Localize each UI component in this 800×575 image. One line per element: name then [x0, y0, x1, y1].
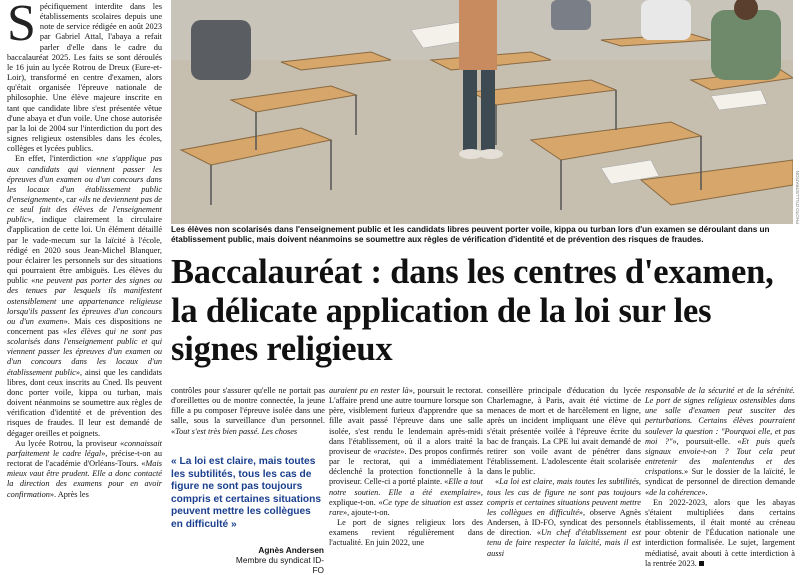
quote-run: raciste	[377, 446, 401, 456]
quote-run: de la cohérence	[649, 487, 702, 497]
text-run: », poursuit-elle. «	[672, 436, 742, 446]
paragraph	[645, 386, 795, 498]
paragraph	[487, 477, 641, 558]
article-column-4	[487, 386, 641, 559]
text-run: «	[495, 477, 500, 487]
quote-run: Ce type de situation est assez rare	[329, 497, 484, 517]
text-run: », observe Agnès Andersen, à ID-FO, syndicat des personnels de direction. «	[487, 507, 641, 538]
pull-quote: « La loi est claire, mais toutes les subtilités, tous les cas de figure ne sont pas toujours compris et certaines situations peuvent mettre les collègues en difficulté »	[171, 456, 322, 530]
paragraph-2	[7, 154, 162, 438]
author-role: Membre du syndicat ID-FO	[235, 555, 324, 575]
paragraph	[645, 498, 795, 569]
article-column-3	[329, 386, 483, 549]
paragraph: Le port de signes religieux lors des examens revient régulièrement dans l'actualité. En juin 2022, une	[329, 518, 483, 548]
article-column-5	[645, 386, 795, 569]
quote-run: ne s'applique pas aux candidats qui viennent passer les épreuves d'un examen ou d'un concours dans les locaux d'un établissement public d'enseignement	[7, 154, 162, 204]
exam-room-illustration	[171, 0, 793, 224]
quote-run: ne peuvent pas porter des signes ou des tenues par lesquels ils manifestent ostensiblement une appartenance religieuse lorsqu'ils passent les épreuves d'un concours ou d'un examen	[7, 276, 162, 326]
author-name: Agnès Andersen	[258, 545, 324, 555]
quote-run: La loi est claire, mais toutes les subtilités, tous les cas de figure ne sont pas toujours compris et certaines situations peuvent mettre les collègues en difficulté	[487, 477, 641, 517]
page-title: Baccalauréat : dans les centres d'examen, la délicate application de la loi sur les signes religieux	[171, 253, 774, 368]
drop-cap: S	[7, 0, 36, 52]
exam-room-photo	[171, 0, 793, 224]
text-run: », car «	[58, 194, 83, 204]
paragraph-3	[7, 439, 162, 500]
text-run: ». Des propos confirmés par le rectorat, qui a immédiatement déclenché la protection fonctionnelle à la proviseur. Celle-ci a porté plainte. «	[329, 446, 484, 487]
text-run: En effet, l'interdiction «	[15, 154, 101, 164]
lead-text: pécifiquement interdite dans les établissements scolaires depuis une note de service rédigée en août 2023 par Gabriel Attal, l'abaya a refait parler d'elle dans le cadre du baccalauréat 2025. Les faits se sont déroulés le 16 juin au lycée Rotrou de Dreux (Eure-et-Loir), transformé en centre d'examen, alors qu'était organisée l'épreuve nationale de philosophie. Une élève majeure inscrite en tant que candidate libre s'est présentée vêtue d'une abaya et d'un voile. Une chose autorisée par la loi de 2004 sur l'interdiction du port des signes religieux ostensibles dans les écoles, collèges et lycées publics.	[7, 2, 162, 154]
text-run: », ainsi que les candidats libres, dont ceux inscrits au Cned. Ils peuvent donc porter voile, kippa ou turban, mais doivent néanmoins se soumettre aux règles de vérification d'identité et de prévention des risques de fraudes. Il leur est demandé de dégager oreilles et poignets.	[7, 367, 162, 438]
text-run: », précise-t-on au rectorat de l'académie d'Orléans-Tours. «	[7, 448, 162, 469]
quote-run: ils ne deviennent pas de ce seul fait des élèves de l'enseignement public	[7, 194, 162, 225]
quote-run: Tout s'est très bien passé. Les choses	[175, 426, 298, 436]
text-run: En 2022-2023, alors que les abayas s'étaient multipliées dans certains établissements, il était monté au créneau pour obtenir de l'Éducation nationale une interdiction formalisée. Le sujet, largement médiatisé, avait abouti à cette interdiction à la rentrée 2023.	[645, 497, 795, 568]
pull-quote-author	[226, 545, 324, 575]
text-run: », explique-t-on. «	[329, 487, 483, 507]
text-run: ».	[701, 487, 708, 497]
paragraph	[329, 386, 483, 518]
paragraph: conseillère principale d'éducation du lycée Charlemagne, à Paris, avait été victime de menaces de mort et de harcèlement en ligne, après un incident impliquant une élève qui s'était présentée voilée à l'épreuve écrite du bac de français. La CPE lui avait demandé de retirer son voile avant de pénétrer dans l'établissement. L'adolescente était scolarisée dans le public.	[487, 386, 641, 477]
text-run: », poursuit le rectorat. L'affaire prend une autre tournure lorsque son père, visiblement furieux d'apprendre que sa fille avait passé l'épreuve dans une salle isolée, s'est rendu le lendemain après-midi dans l'établissement, où il a alors traité la proviseur de «	[329, 386, 483, 456]
text-run: ». Après les	[49, 489, 89, 499]
quote-run: responsable de la sécurité et de la sérénité. Le port de signes religieux ostensibles dans une salle d'examen peut susciter des perturbations. Certains élèves pourraient soulever la question : "Pourquoi elle, et pas moi ?"	[645, 386, 795, 446]
quote-run: connaissait parfaitement le cadre légal	[7, 438, 162, 458]
text-run: contrôles pour s'assurer qu'elle ne portait pas d'oreillettes ou de montre connectée, la jeune fille a pu composer l'épreuve isolée dans une salle, sous la surveillance d'un personnel. «	[171, 386, 325, 436]
article-column-2	[171, 386, 325, 437]
end-of-article-mark	[699, 561, 704, 566]
quote-run: Et puis quels signaux envoie-t-on ? Tout cela peut entretenir des malentendus et des crispations.	[645, 436, 796, 477]
svg-text:PHOTO D'ILLUSTRATION: PHOTO D'ILLUSTRATION	[795, 170, 800, 224]
quote-run: auraient pu en rester là	[329, 386, 409, 395]
quote-run: les élèves qui ne sont pas scolarisés dans l'enseignement public et qui viennent passer les épreuves d'un examen ou d'un concours dans les locaux d'un établissement public	[7, 327, 162, 377]
photo-credit	[794, 140, 800, 224]
lead-paragraph	[7, 2, 162, 154]
text-run: », ajoute-t-on.	[342, 507, 390, 517]
article-column-1	[7, 2, 162, 500]
text-run: Au lycée Rotrou, la proviseur «	[15, 438, 125, 448]
paragraph	[171, 386, 325, 437]
quote-run: Mais mieux vaut être prudent. Elle a donc contacté la direction des examens pour en avoir confirmation	[7, 459, 162, 499]
photo-caption: Les élèves non scolarisés dans l'enseignement public et les candidats libres peuvent porter voile, kippa ou turban lors d'un examen se déroulant dans un établissement public, mais doivent néanmoins se soumettre aux règles de vérification d'identité et de prévention des risques de fraudes.	[171, 225, 770, 245]
text-run: » Sur le dossier de la laïcité, le syndicat de personnel de direction demande «	[645, 467, 795, 497]
text-run: ». Mais ces dispositions ne concernent pas «	[7, 316, 162, 336]
quote-run: Elle a tout notre soutien. Elle a été exemplaire	[329, 477, 483, 497]
text-run: », indique clairement la circulaire d'application de cette loi. Un élément détaillé par le vade-mecum sur la laïcité à l'école, rédigé en 2020 sous Jean-Michel Blanquer, pour éclairer les personnels sur des situations qui pourraient être ambiguës. Les élèves du public «	[7, 215, 162, 286]
quote-run: Un chef d'établissement est tenu de faire respecter la laïcité, mais il est aussi	[487, 528, 642, 558]
